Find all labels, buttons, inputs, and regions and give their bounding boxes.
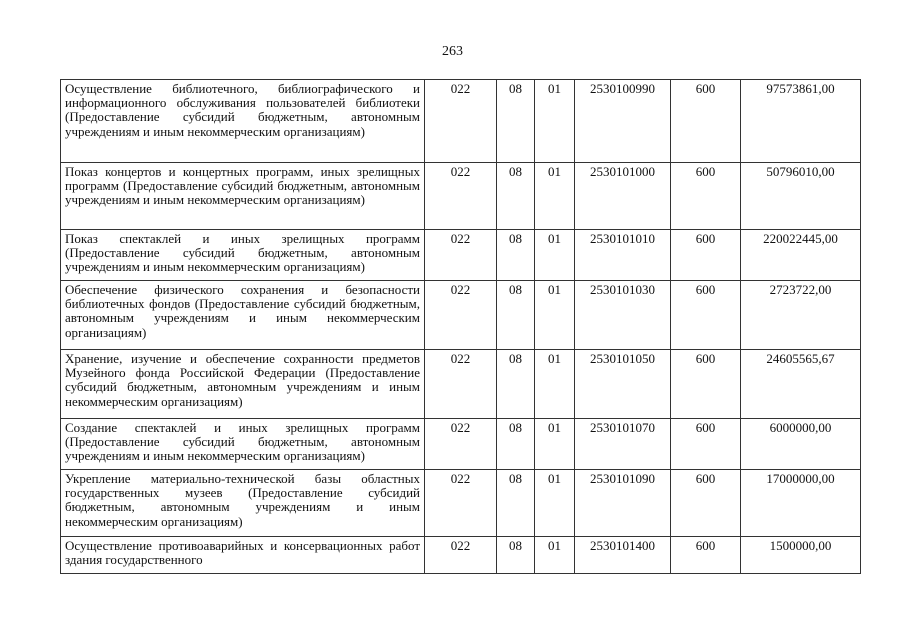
section-code: 08 <box>497 163 535 230</box>
expense-type-code: 600 <box>671 163 741 230</box>
row-description: Хранение, изучение и обеспечение сохранности предметов Музейного фонда Российской Федерации (Предоставление субсидий бюджетным, автономным учреждениям и иным некоммерческим организациям) <box>61 350 425 419</box>
expense-type-code: 600 <box>671 230 741 281</box>
expense-type-code: 600 <box>671 470 741 537</box>
expense-type-code: 600 <box>671 537 741 574</box>
section-code: 08 <box>497 281 535 350</box>
expense-type-code: 600 <box>671 281 741 350</box>
row-description: Осуществление библиотечного, библиографического и информационного обслуживания пользователей библиотеки (Предоставление субсидий бюджетным, автономным учреждениям и иным некоммерческим организациям) <box>61 80 425 163</box>
table-row <box>61 281 861 350</box>
subsection-code: 01 <box>535 281 575 350</box>
amount: 17000000,00 <box>741 470 861 537</box>
expense-type-code: 600 <box>671 80 741 163</box>
table-row <box>61 163 861 230</box>
target-article-code: 2530101000 <box>575 163 671 230</box>
subsection-code: 01 <box>535 470 575 537</box>
ministry-code: 022 <box>425 350 497 419</box>
subsection-code: 01 <box>535 230 575 281</box>
amount: 6000000,00 <box>741 419 861 470</box>
ministry-code: 022 <box>425 537 497 574</box>
section-code: 08 <box>497 350 535 419</box>
subsection-code: 01 <box>535 419 575 470</box>
target-article-code: 2530101090 <box>575 470 671 537</box>
table-row <box>61 350 861 419</box>
section-code: 08 <box>497 470 535 537</box>
row-description: Показ концертов и концертных программ, иных зрелищных программ (Предоставление субсидий бюджетным, автономным учреждениям и иным некоммерческим организациям) <box>61 163 425 230</box>
ministry-code: 022 <box>425 419 497 470</box>
row-description: Создание спектаклей и иных зрелищных программ (Предоставление субсидий бюджетным, автономным учреждениям и иным некоммерческим организациям) <box>61 419 425 470</box>
target-article-code: 2530101030 <box>575 281 671 350</box>
target-article-code: 2530101070 <box>575 419 671 470</box>
table-row <box>61 80 861 163</box>
table-row <box>61 537 861 574</box>
row-description-text: Осуществление противоаварийных и консервационных работ здания государственного <box>65 539 420 568</box>
target-article-code: 2530100990 <box>575 80 671 163</box>
target-article-code: 2530101010 <box>575 230 671 281</box>
ministry-code: 022 <box>425 80 497 163</box>
row-description <box>61 537 425 574</box>
subsection-code: 01 <box>535 537 575 574</box>
amount: 2723722,00 <box>741 281 861 350</box>
row-description: Обеспечение физического сохранения и безопасности библиотечных фондов (Предоставление субсидий бюджетным, автономным учреждениям и иным некоммерческим организациям) <box>61 281 425 350</box>
budget-table <box>60 79 861 574</box>
row-description: Показ спектаклей и иных зрелищных программ (Предоставление субсидий бюджетным, автономным учреждениям и иным некоммерческим организациям) <box>61 230 425 281</box>
amount: 1500000,00 <box>741 537 861 574</box>
ministry-code: 022 <box>425 163 497 230</box>
ministry-code: 022 <box>425 470 497 537</box>
subsection-code: 01 <box>535 80 575 163</box>
section-code: 08 <box>497 537 535 574</box>
table-row <box>61 419 861 470</box>
ministry-code: 022 <box>425 230 497 281</box>
ministry-code: 022 <box>425 281 497 350</box>
subsection-code: 01 <box>535 163 575 230</box>
table-row <box>61 470 861 537</box>
target-article-code: 2530101400 <box>575 537 671 574</box>
row-description: Укрепление материально-технической базы областных государственных музеев (Предоставление субсидий бюджетным, автономным учреждениям и иным некоммерческим организациям) <box>61 470 425 537</box>
amount: 24605565,67 <box>741 350 861 419</box>
expense-type-code: 600 <box>671 350 741 419</box>
table-row <box>61 230 861 281</box>
section-code: 08 <box>497 419 535 470</box>
subsection-code: 01 <box>535 350 575 419</box>
amount: 50796010,00 <box>741 163 861 230</box>
page-number: 263 <box>442 44 463 59</box>
expense-type-code: 600 <box>671 419 741 470</box>
amount: 97573861,00 <box>741 80 861 163</box>
section-code: 08 <box>497 80 535 163</box>
target-article-code: 2530101050 <box>575 350 671 419</box>
amount: 220022445,00 <box>741 230 861 281</box>
section-code: 08 <box>497 230 535 281</box>
